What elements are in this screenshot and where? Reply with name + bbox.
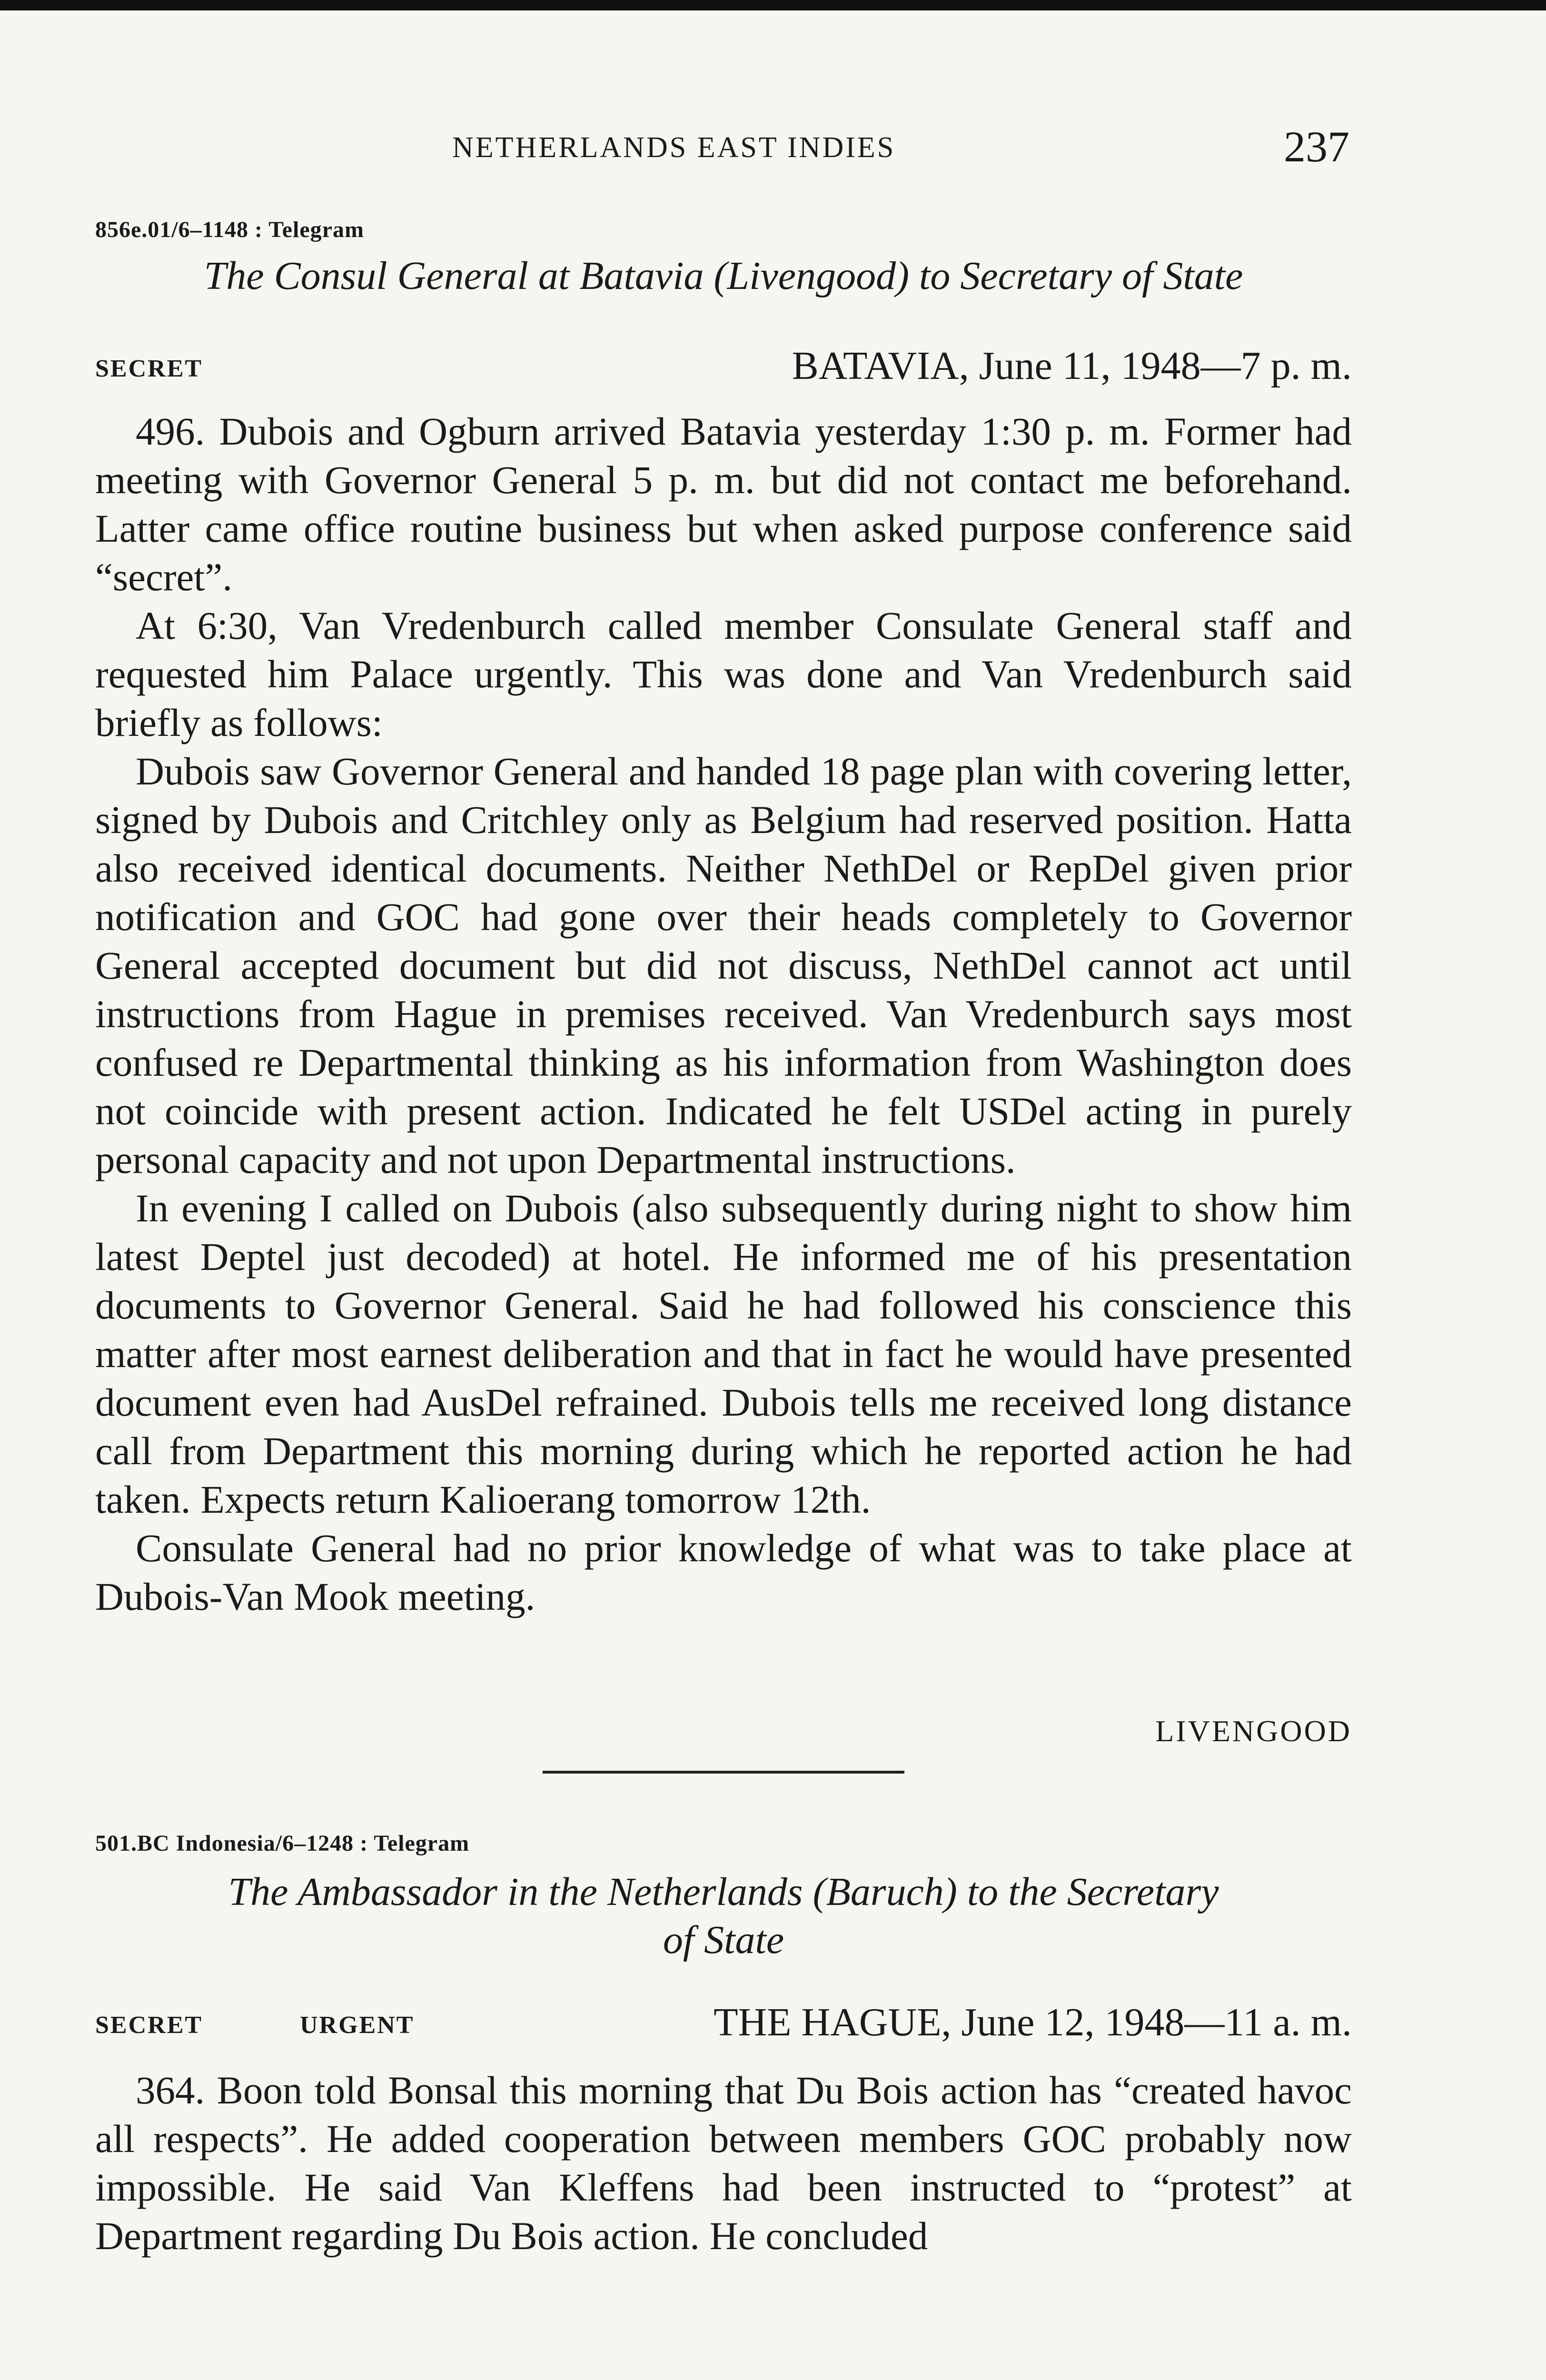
doc1-title: The Consul General at Batavia (Livengood) to Secretary of State: [204, 254, 1243, 298]
doc2-meta: [95, 1999, 1352, 2047]
top-border: [0, 0, 1546, 10]
doc1-dateline: BATAVIA, June 11, 1948—7 p. m.: [792, 344, 1352, 388]
doc2-file-ref: 501.BC Indonesia/6–1248 : Telegram: [95, 1831, 470, 1856]
doc1-signature: LIVENGOOD: [1155, 1714, 1352, 1748]
doc1-classification: SECRET: [95, 355, 203, 382]
doc2-classification: SECRET: [95, 2012, 203, 2039]
doc1-paragraph: 496. Dubois and Ogburn arrived Batavia yesterday 1:30 p. m. Former had meeting with Governor General 5 p. m. but did not contact me beforehand. Latter came office routine business but when asked purpose conference said “secret”.: [95, 409, 1352, 599]
doc1-paragraph: Consulate General had no prior knowledge of what was to take place at Dubois-Van Mook meeting.: [95, 1526, 1352, 1618]
page-header: [102, 121, 1349, 188]
doc1-meta: [95, 343, 1352, 390]
doc2-dateline: THE HAGUE, June 12, 1948—11 a. m.: [714, 2000, 1352, 2044]
doc2-body: [95, 2066, 1352, 2260]
doc2-paragraph: 364. Boon told Bonsal this morning that Du Bois action has “created havoc all respects”. He added cooperation between members GOC probably now impossible. He said Van Kleffens had been instructed to “protest” at Department regarding Du Bois action. He concluded: [95, 2068, 1352, 2258]
doc2-title-line2: of State: [663, 1917, 784, 1962]
doc1-body: [95, 407, 1352, 1621]
running-head: NETHERLANDS EAST INDIES: [452, 131, 896, 164]
section-divider: [543, 1771, 904, 1774]
doc1-file-ref: 856e.01/6–1148 : Telegram: [95, 217, 364, 242]
doc1-paragraph: In evening I called on Dubois (also subsequently during night to show him latest Deptel just decoded) at hotel. He informed me of his presentation documents to Governor General. Said he had followed his conscience this matter after most earnest deliberation and that in fact he would have presented document even had AusDel refrained. Dubois tells me received long distance call from Department this morning during which he reported action he had taken. Expects return Kalioerang tomorrow 12th.: [95, 1186, 1352, 1521]
page-number: 237: [1284, 122, 1349, 171]
doc2-priority: URGENT: [300, 2012, 415, 2039]
doc2-title: [95, 1868, 1352, 1964]
doc2-title-line1: The Ambassador in the Netherlands (Baruch) to the Secretary: [228, 1870, 1219, 1914]
doc1-paragraph: At 6:30, Van Vredenburch called member Consulate General staff and requested him Palace urgently. This was done and Van Vredenburch said briefly as follows:: [95, 604, 1352, 744]
doc1-paragraph: Dubois saw Governor General and handed 18 page plan with covering letter, signed by Dubois and Critchley only as Belgium had reserved position. Hatta also received identical documents. Neither NethDel or RepDel given prior notification and GOC had gone over their heads completely to Governor General accepted document but did not discuss, NethDel cannot act until instructions from Hague in premises received. Van Vredenburch says most confused re Departmental thinking as his information from Washington does not coincide with present action. Indicated he felt USDel acting in purely personal capacity and not upon Departmental instructions.: [95, 749, 1352, 1181]
